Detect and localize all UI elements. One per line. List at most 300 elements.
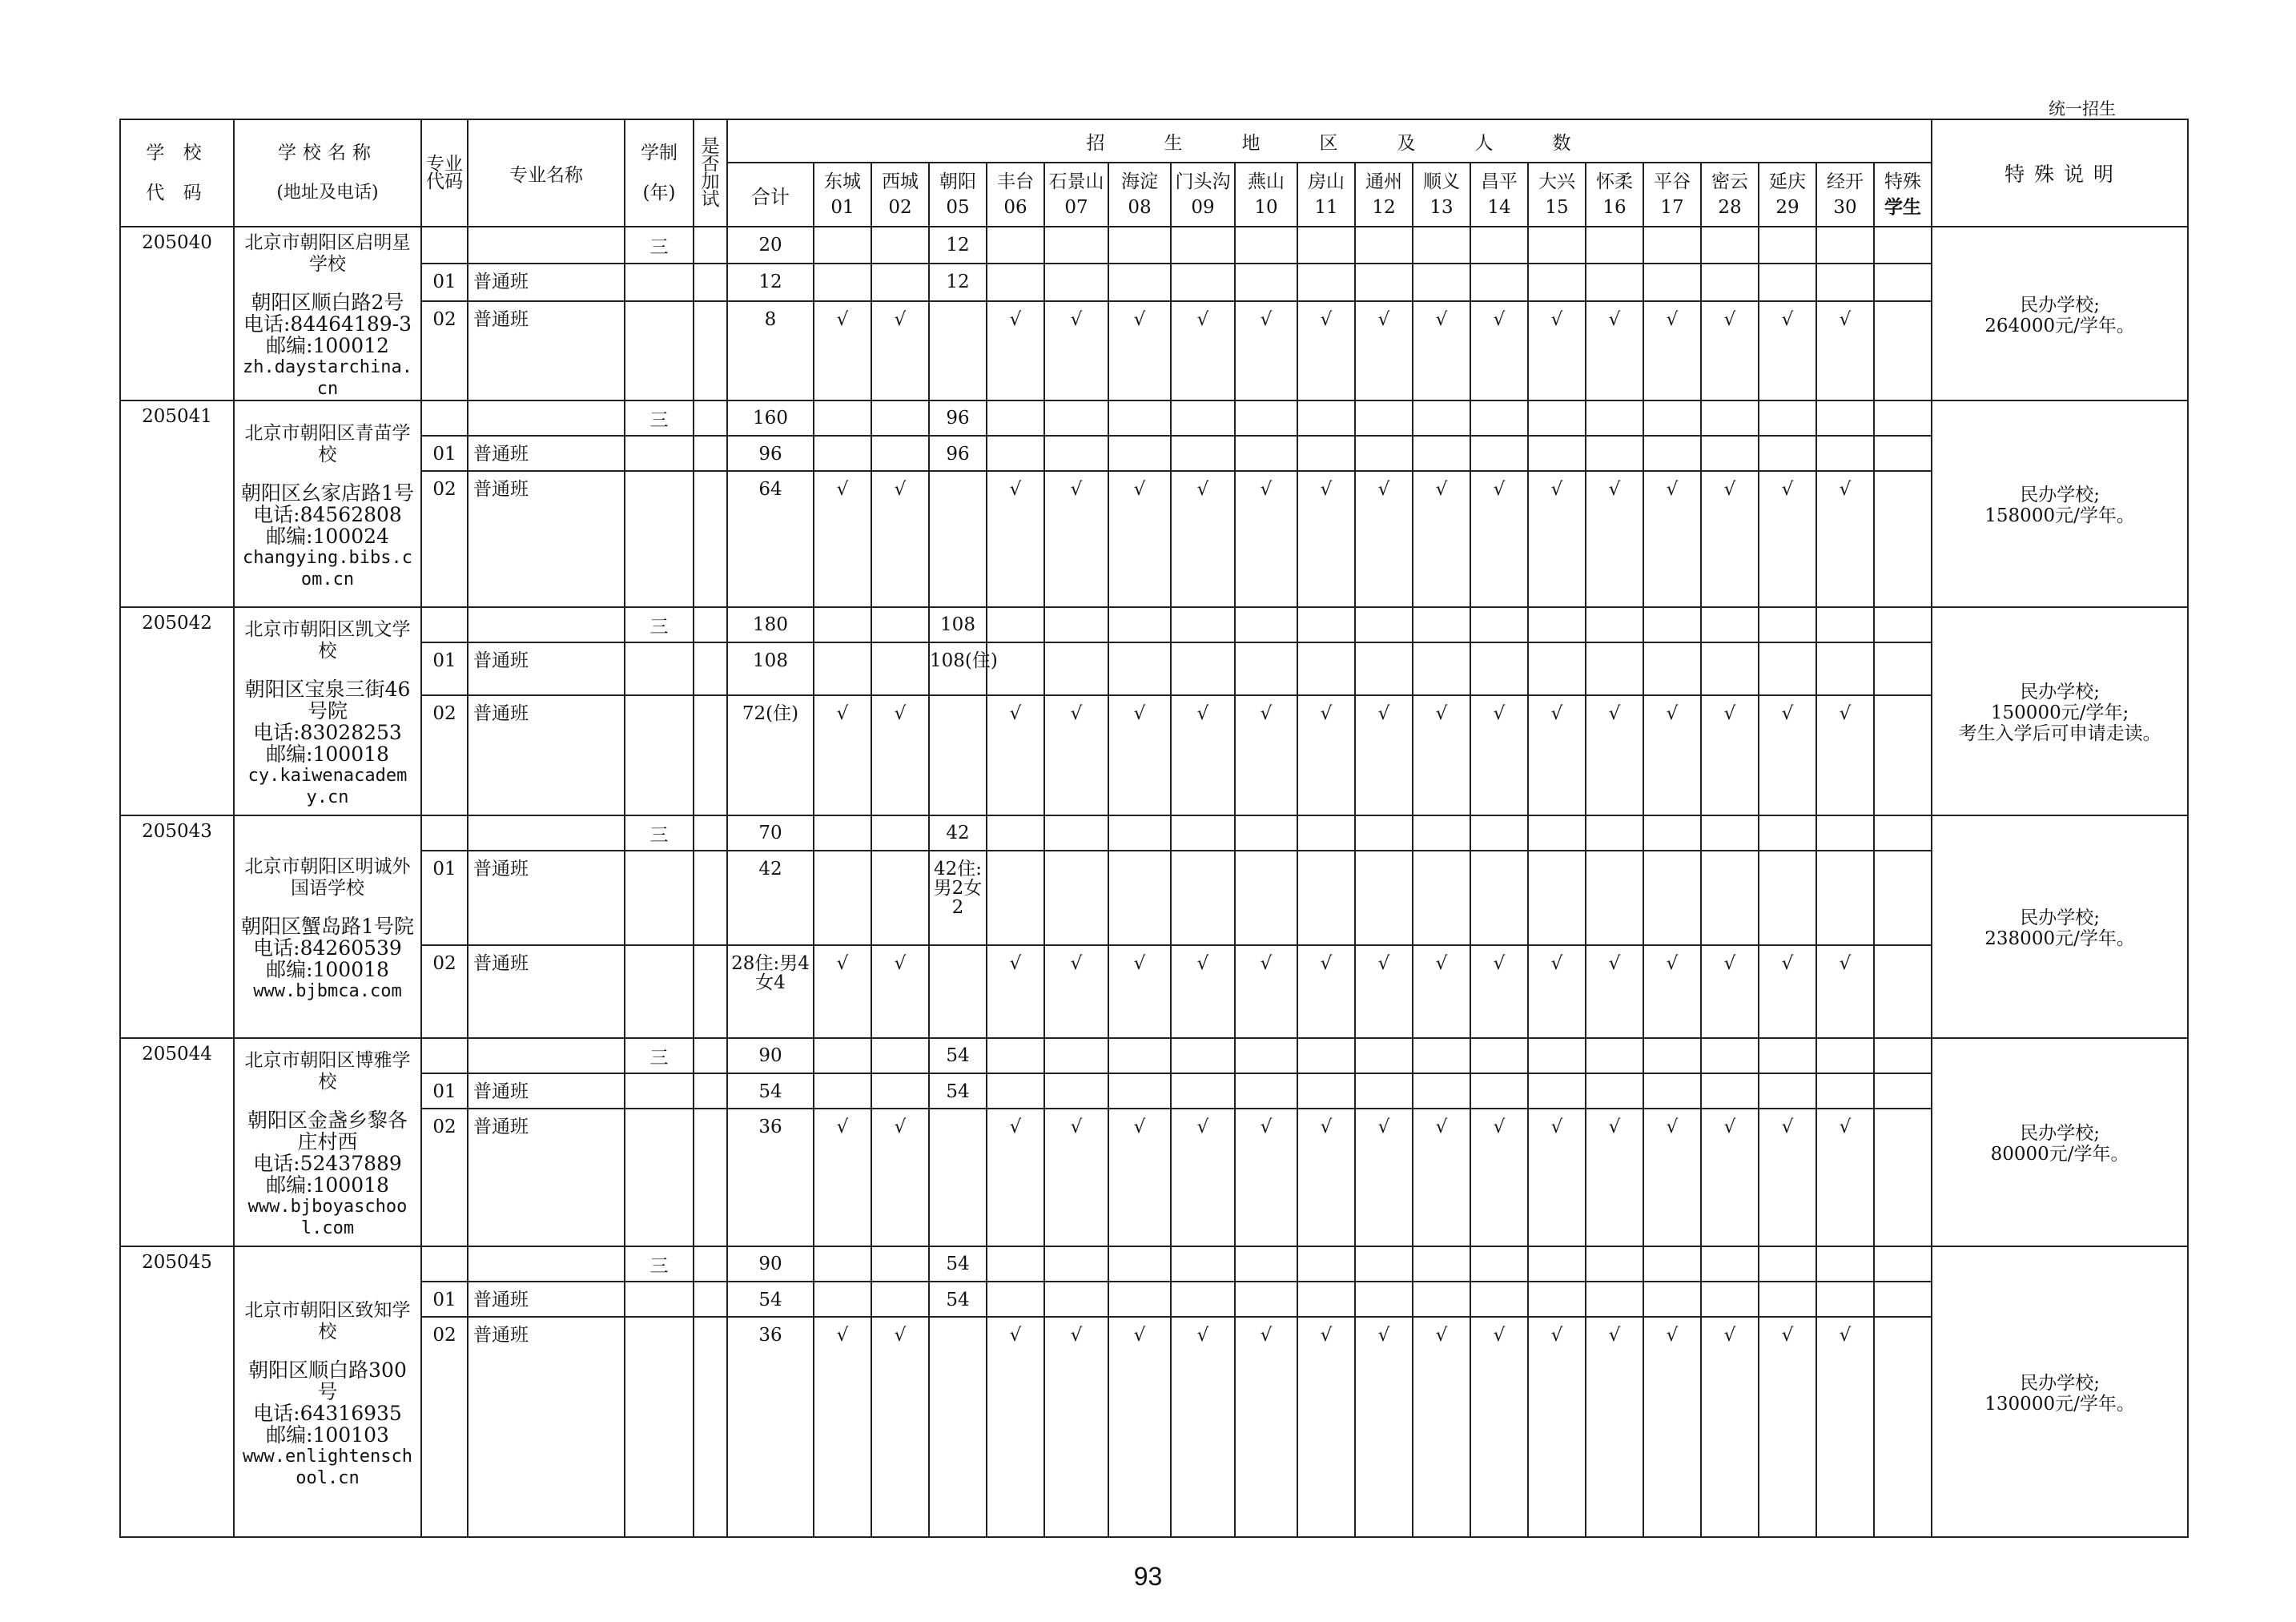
district-count-cell (1586, 607, 1643, 642)
district-check-mark: √ (1586, 695, 1643, 815)
district-check-mark: √ (1044, 695, 1108, 815)
district-count-cell (1586, 642, 1643, 695)
district-code: 01 (830, 197, 854, 218)
special-note (1932, 227, 2188, 400)
district-check-mark: √ (1171, 301, 1235, 400)
district-count-cell (1413, 1282, 1470, 1317)
major-total: 12 (727, 264, 814, 300)
district-check-mark: √ (871, 1317, 929, 1537)
district-count-cell (1171, 1246, 1235, 1282)
major-total: 42 (727, 851, 814, 945)
district-name: 石景山 (1048, 171, 1104, 192)
district-count-cell (1044, 227, 1108, 264)
school-phone: 电话:52437889 (253, 1152, 402, 1175)
district-check-mark: √ (1701, 1317, 1759, 1537)
district-count-cell (1470, 1282, 1528, 1317)
major-row (120, 945, 2188, 1038)
district-check-mark: √ (1108, 1109, 1171, 1246)
major-code: 01 (421, 1073, 468, 1109)
district-count-cell (1816, 1282, 1874, 1317)
district-name: 特殊 (1884, 171, 1922, 192)
duration-cell: 三 (625, 607, 694, 642)
school-phone: 电话:64316935 (253, 1401, 402, 1425)
duration-cell (625, 851, 694, 945)
header-district (929, 163, 987, 227)
district-count-cell (1816, 815, 1874, 851)
special-note-line: 民办学校; (2020, 1372, 2100, 1394)
district-check-mark: √ (1586, 1317, 1643, 1537)
major-code: 01 (421, 264, 468, 300)
district-count-cell (871, 1073, 929, 1109)
district-count-cell (1586, 1038, 1643, 1073)
major-code: 02 (421, 695, 468, 815)
district-count-cell (1759, 264, 1816, 300)
school-code: 205041 (120, 400, 234, 607)
major-code: 01 (421, 1282, 468, 1317)
school-code: 205045 (120, 1246, 234, 1537)
district-check-mark: √ (1235, 1109, 1297, 1246)
district-count-cell (1470, 1246, 1528, 1282)
district-count-cell (929, 471, 987, 607)
district-count-cell (1701, 227, 1759, 264)
header-district (814, 163, 871, 227)
major-name-cell (468, 1038, 625, 1073)
district-code: 06 (1003, 197, 1027, 218)
major-name: 普通班 (468, 1282, 625, 1317)
extra-test-cell (694, 471, 727, 607)
school-info (234, 607, 421, 815)
district-check-mark: √ (1413, 1109, 1470, 1246)
header-district (1235, 163, 1297, 227)
extra-test-cell (694, 1073, 727, 1109)
table-body (120, 227, 2188, 1537)
district-code: 10 (1254, 197, 1278, 218)
extra-test-cell (694, 400, 727, 436)
district-count-cell (1874, 851, 1932, 945)
district-name: 燕山 (1248, 171, 1285, 192)
district-count-cell (1816, 851, 1874, 945)
district-name: 顺义 (1423, 171, 1460, 192)
district-check-mark: √ (1355, 1317, 1413, 1537)
district-count-cell (1108, 1282, 1171, 1317)
district-count-cell (814, 436, 871, 471)
district-count-cell (1528, 1038, 1586, 1073)
district-check-mark: √ (1297, 301, 1355, 400)
district-count-cell (987, 1038, 1044, 1073)
district-count-cell (1171, 851, 1235, 945)
district-count-cell (1759, 436, 1816, 471)
duration-cell (625, 945, 694, 1038)
header-district (987, 163, 1044, 227)
district-count-cell (1759, 1246, 1816, 1282)
district-name: 通州 (1365, 171, 1402, 192)
district-count-cell (1759, 1282, 1816, 1317)
region-title-char: 地 (1241, 132, 1262, 154)
district-name: 延庆 (1769, 171, 1806, 192)
district-count-cell (1044, 851, 1108, 945)
duration-cell: 三 (625, 1038, 694, 1073)
special-note-line: 民办学校; (2020, 908, 2100, 928)
district-check-mark: √ (1470, 945, 1528, 1038)
major-name-cell (468, 607, 625, 642)
district-count-cell (1470, 1038, 1528, 1073)
district-check-mark: √ (1297, 695, 1355, 815)
district-check-mark: √ (1528, 945, 1586, 1038)
district-count-cell (814, 1073, 871, 1109)
district-check-mark: √ (1413, 301, 1470, 400)
district-count-cell (1171, 642, 1235, 695)
district-count-cell (1171, 400, 1235, 436)
district-count-cell (1413, 851, 1470, 945)
district-count-cell (1470, 436, 1528, 471)
district-check-mark: √ (1470, 471, 1528, 607)
district-count-cell (1759, 642, 1816, 695)
major-name: 普通班 (468, 1317, 625, 1537)
district-check-mark: √ (1044, 1109, 1108, 1246)
school-address: 朝阳区金盏乡黎各庄村西 (247, 1109, 408, 1153)
district-count-cell (1044, 1282, 1108, 1317)
district-check-mark: √ (1108, 945, 1171, 1038)
extra-test-cell (694, 695, 727, 815)
extra-test-cell (694, 1109, 727, 1246)
district-count-cell (1297, 1038, 1355, 1073)
district-count-cell: 42住:男2女2 (929, 851, 987, 945)
district-check-mark: √ (1643, 1317, 1701, 1537)
district-count-cell (1643, 1246, 1701, 1282)
district-count-cell (1044, 436, 1108, 471)
major-total: 36 (727, 1317, 814, 1537)
district-check-mark: √ (1586, 1109, 1643, 1246)
district-name: 房山 (1308, 171, 1345, 192)
district-count-cell (1759, 607, 1816, 642)
major-row (120, 1317, 2188, 1537)
district-count-cell (814, 1282, 871, 1317)
district-count-cell (1297, 227, 1355, 264)
district-count-cell (1108, 264, 1171, 300)
district-count-cell (1235, 400, 1297, 436)
district-count-cell (1355, 851, 1413, 945)
duration-cell: 三 (625, 815, 694, 851)
school-name: 北京市朝阳区凯文学校 (244, 619, 411, 662)
district-count-cell (987, 264, 1044, 300)
district-count-cell (1297, 1073, 1355, 1109)
district-count-cell (987, 815, 1044, 851)
total-cell: 180 (727, 607, 814, 642)
district-count-cell (1297, 400, 1355, 436)
district-count-cell (1413, 1073, 1470, 1109)
district-count-cell (1816, 607, 1874, 642)
district-count-cell (987, 607, 1044, 642)
district-check-mark: √ (1701, 695, 1759, 815)
district-count-cell (871, 436, 929, 471)
district-count-cell (1297, 851, 1355, 945)
district-count-cell (1413, 1246, 1470, 1282)
district-name: 朝阳 (939, 171, 976, 192)
district-check-mark: √ (1297, 1109, 1355, 1246)
header-school-code (120, 119, 234, 227)
district-check-mark: √ (1701, 945, 1759, 1038)
duration-cell (625, 695, 694, 815)
duration-cell: 三 (625, 400, 694, 436)
table-header (120, 119, 2188, 227)
major-total: 54 (727, 1282, 814, 1317)
district-count-cell (1297, 815, 1355, 851)
district-check-mark: √ (814, 945, 871, 1038)
special-note-line: 130000元/学年。 (1984, 1393, 2135, 1415)
district-count-cell (1816, 264, 1874, 300)
district-check-mark: √ (1528, 695, 1586, 815)
district-check-mark: √ (1701, 471, 1759, 607)
major-code: 01 (421, 642, 468, 695)
district-count-cell (1108, 851, 1171, 945)
header-district (1874, 163, 1932, 227)
district-count-cell (1528, 1073, 1586, 1109)
district-count-cell: 54 (929, 1073, 987, 1109)
major-total: 64 (727, 471, 814, 607)
special-note-line: 80000元/学年。 (1990, 1144, 2129, 1165)
school-code: 205043 (120, 815, 234, 1038)
district-count-cell: 54 (929, 1246, 987, 1282)
district-count-cell (1355, 436, 1413, 471)
major-code: 02 (421, 945, 468, 1038)
extra-test-cell (694, 1038, 727, 1073)
district-check-mark: √ (1528, 1317, 1586, 1537)
district-count-cell (1470, 851, 1528, 945)
duration-cell (625, 436, 694, 471)
district-count-cell (1874, 695, 1932, 815)
district-count-cell (1413, 642, 1470, 695)
major-row (120, 471, 2188, 607)
district-count-cell (1874, 607, 1932, 642)
district-code: 16 (1602, 197, 1627, 218)
district-check-mark: √ (1171, 471, 1235, 607)
district-count-cell (1816, 1073, 1874, 1109)
district-count-cell (1816, 1038, 1874, 1073)
district-count-cell (871, 1038, 929, 1073)
district-check-mark: √ (1816, 301, 1874, 400)
special-note-line: 考生入学后可申请走读。 (1958, 723, 2161, 744)
school-address: 朝阳区顺白路300号 (248, 1358, 407, 1403)
district-count-cell (1874, 301, 1932, 400)
special-note-line: 民办学校; (2020, 294, 2100, 316)
school-info (234, 227, 421, 400)
major-row (120, 264, 2188, 300)
district-check-mark: √ (1171, 945, 1235, 1038)
total-cell: 90 (727, 1246, 814, 1282)
district-check-mark: √ (1643, 471, 1701, 607)
district-count-cell (1108, 642, 1171, 695)
district-count-cell (1235, 264, 1297, 300)
district-name: 东城 (824, 171, 861, 192)
district-check-mark: √ (1470, 695, 1528, 815)
district-check-mark: √ (814, 471, 871, 607)
major-row (120, 851, 2188, 945)
district-count-cell (1171, 607, 1235, 642)
district-check-mark: √ (1701, 1109, 1759, 1246)
district-count-cell (1413, 264, 1470, 300)
district-count-cell (1586, 1246, 1643, 1282)
school-code: 205040 (120, 227, 234, 400)
duration-cell (625, 642, 694, 695)
district-count-cell (1235, 642, 1297, 695)
district-count-cell (814, 815, 871, 851)
school-name: 北京市朝阳区明诚外国语学校 (244, 856, 411, 899)
district-count-cell (1413, 607, 1470, 642)
district-count-cell (1528, 851, 1586, 945)
school-postcode: 邮编:100012 (266, 334, 389, 357)
school-phone: 电话:83028253 (253, 721, 402, 744)
district-check-mark: √ (1044, 471, 1108, 607)
district-count-cell (871, 642, 929, 695)
header-major-name: 专业名称 (468, 119, 625, 227)
major-code: 01 (421, 436, 468, 471)
major-total: 96 (727, 436, 814, 471)
school-postcode: 邮编:100103 (266, 1423, 389, 1447)
header-school-code-line1: 学 校 (146, 143, 208, 163)
district-count-cell (1108, 1246, 1171, 1282)
major-name: 普通班 (468, 642, 625, 695)
district-count-cell (1816, 227, 1874, 264)
district-code: 07 (1064, 197, 1088, 218)
district-count-cell (1108, 1038, 1171, 1073)
extra-test-cell (694, 1282, 727, 1317)
extra-test-cell (694, 815, 727, 851)
duration-cell (625, 1073, 694, 1109)
district-count-cell (1701, 1246, 1759, 1282)
district-count-cell (871, 607, 929, 642)
school-info (234, 1246, 421, 1537)
major-code: 01 (421, 851, 468, 945)
district-count-cell (1874, 400, 1932, 436)
district-code: 28 (1718, 197, 1742, 218)
district-count-cell (1586, 815, 1643, 851)
district-check-mark: √ (1586, 945, 1643, 1038)
school-postcode: 邮编:100018 (266, 958, 389, 981)
district-count-cell (1171, 815, 1235, 851)
district-count-cell (871, 400, 929, 436)
district-count-cell (1701, 815, 1759, 851)
district-count-cell: 96 (929, 436, 987, 471)
extra-test-cell (694, 264, 727, 300)
district-check-mark: √ (1470, 1317, 1528, 1537)
district-check-mark: √ (1759, 695, 1816, 815)
district-count-cell (1355, 1246, 1413, 1282)
district-count-cell (1701, 642, 1759, 695)
special-note (1932, 400, 2188, 607)
district-check-mark: √ (814, 695, 871, 815)
district-check-mark: √ (871, 695, 929, 815)
major-row (120, 1109, 2188, 1246)
header-district (1643, 163, 1701, 227)
header-district (1528, 163, 1586, 227)
district-count-cell (987, 1282, 1044, 1317)
district-check-mark: √ (871, 471, 929, 607)
extra-test-cell (694, 436, 727, 471)
district-code: 02 (888, 197, 912, 218)
district-count-cell: 42 (929, 815, 987, 851)
district-check-mark: √ (987, 301, 1044, 400)
district-check-mark: √ (1235, 471, 1297, 607)
district-count-cell (1528, 436, 1586, 471)
major-total: 108 (727, 642, 814, 695)
district-check-mark: √ (1643, 695, 1701, 815)
school-address: 朝阳区幺家店路1号 (241, 481, 414, 505)
district-count-cell (1235, 851, 1297, 945)
district-check-mark: √ (1235, 695, 1297, 815)
district-count-cell (1874, 1038, 1932, 1073)
district-code: 学生 (1884, 196, 1922, 218)
major-row (120, 642, 2188, 695)
school-url: changying.bibs.com.cn (243, 547, 412, 590)
district-count-cell (1816, 400, 1874, 436)
district-count-cell (1528, 227, 1586, 264)
district-count-cell (987, 1073, 1044, 1109)
district-count-cell (814, 1038, 871, 1073)
major-code-cell (421, 227, 468, 264)
school-url: cy.kaiwenacademy.cn (247, 766, 408, 807)
district-name: 门头沟 (1175, 171, 1231, 192)
major-total: 36 (727, 1109, 814, 1246)
district-count-cell (1235, 1073, 1297, 1109)
district-count-cell (871, 851, 929, 945)
region-title-char: 生 (1164, 132, 1184, 154)
district-check-mark: √ (1044, 1317, 1108, 1537)
district-count-cell (1470, 607, 1528, 642)
district-count-cell: 96 (929, 400, 987, 436)
district-count-cell (1874, 945, 1932, 1038)
header-district (1355, 163, 1413, 227)
district-count-cell: 54 (929, 1282, 987, 1317)
district-count-cell (1044, 400, 1108, 436)
district-check-mark: √ (814, 1317, 871, 1537)
district-check-mark: √ (1235, 301, 1297, 400)
district-count-cell (1816, 436, 1874, 471)
district-count-cell (1874, 436, 1932, 471)
special-note-line: 民办学校; (2020, 1123, 2100, 1144)
header-district (1816, 163, 1874, 227)
district-check-mark: √ (1171, 695, 1235, 815)
district-check-mark: √ (1528, 301, 1586, 400)
school-postcode: 邮编:100018 (266, 743, 389, 766)
district-count-cell: 12 (929, 227, 987, 264)
district-check-mark: √ (1586, 301, 1643, 400)
school-info (234, 815, 421, 1038)
district-check-mark: √ (1108, 695, 1171, 815)
district-count-cell (1044, 1246, 1108, 1282)
duration-cell (625, 471, 694, 607)
region-title-char: 招 (1086, 132, 1107, 154)
major-name-cell (468, 1246, 625, 1282)
district-check-mark: √ (1816, 945, 1874, 1038)
header-school-name (234, 119, 421, 227)
major-name-cell (468, 400, 625, 436)
enrollment-table (119, 119, 2189, 1538)
school-address: 朝阳区顺白路2号 (251, 291, 404, 314)
district-check-mark: √ (1108, 1317, 1171, 1537)
district-name: 怀柔 (1596, 171, 1633, 192)
district-check-mark: √ (1044, 945, 1108, 1038)
district-name: 丰台 (997, 171, 1034, 192)
header-duration-line2: (年) (642, 183, 676, 203)
district-check-mark: √ (1413, 1317, 1470, 1537)
major-name: 普通班 (468, 471, 625, 607)
district-count-cell (1470, 642, 1528, 695)
district-count-cell (987, 1246, 1044, 1282)
school-name: 北京市朝阳区青苗学校 (244, 422, 411, 465)
school-postcode: 邮编:100018 (266, 1173, 389, 1197)
district-count-cell: 108(住) (929, 642, 987, 695)
duration-cell (625, 1282, 694, 1317)
